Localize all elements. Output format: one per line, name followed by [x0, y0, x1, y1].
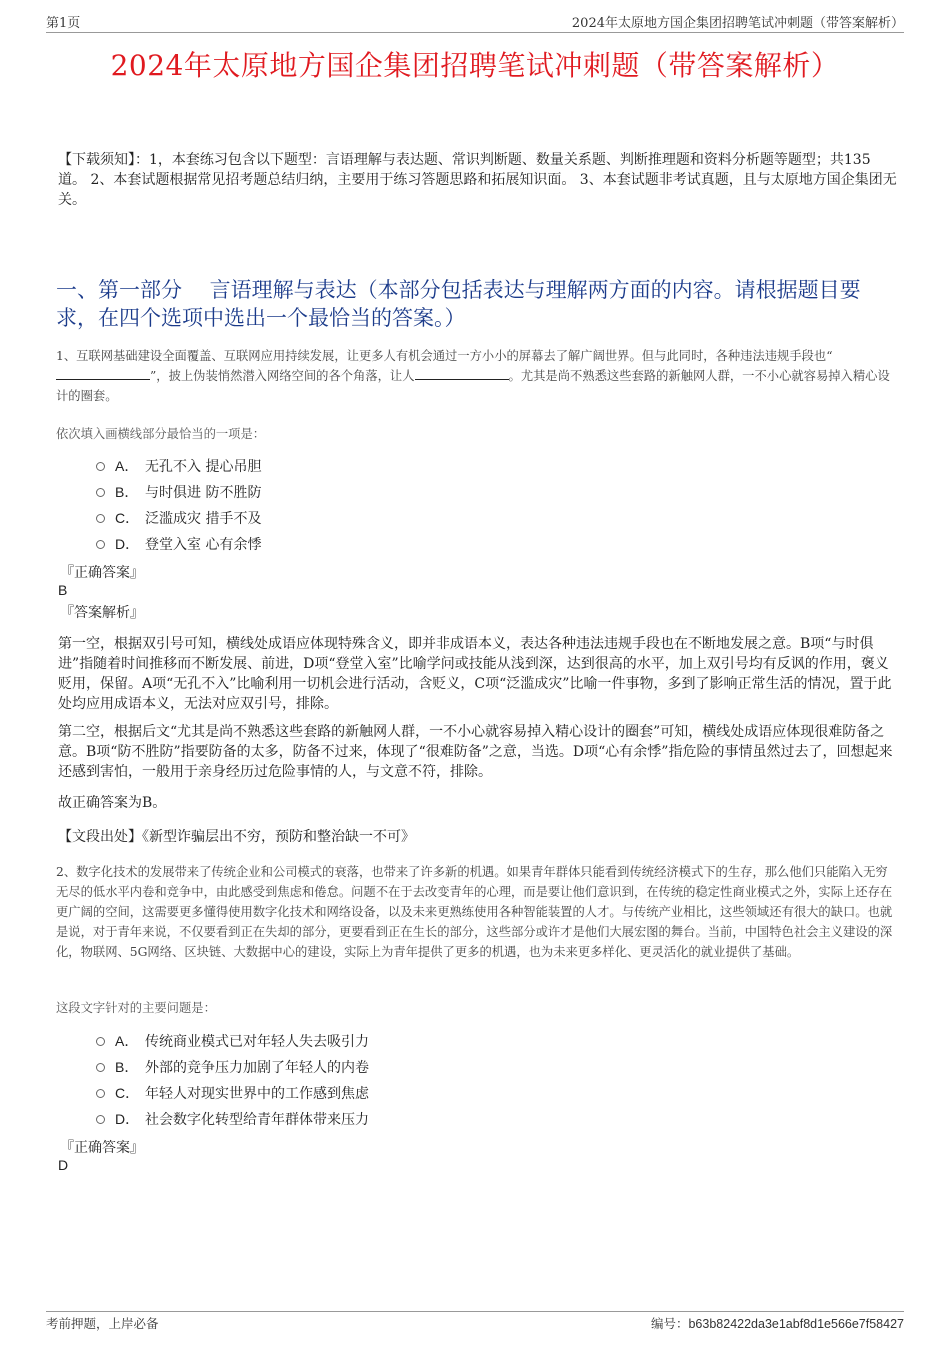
radio-icon[interactable]: [96, 488, 105, 497]
correct-answer-value: D: [58, 1157, 69, 1173]
question-2-option-a[interactable]: [96, 1030, 369, 1052]
correct-answer-label: 『正确答案』: [60, 565, 144, 581]
header-divider: [46, 32, 904, 33]
option-text: 与时俱进 防不胜防: [145, 485, 262, 501]
download-notice: 【下载须知】：1，本套练习包含以下题型：言语理解与表达题、常识判断题、数量关系题、判断推理题和资料分析题等题型；共135道。 2、本套试题根据常见招考题总结归纳，主要用于练习答题思路和拓展知识面。 3、本套试题非考试真题，且与太原地方国企集团无关。: [58, 152, 897, 208]
question-2-text: 2、数字化技术的发展带来了传统企业和公司模式的衰落，也带来了许多新的机遇。如果青年群体只能看到传统经济模式下的生存，那么他们只能陷入无穷无尽的低水平内卷和竞争中，由此感受到焦虑和倦怠。问题不在于去改变青年的心理，而是要让他们意识到，在传统的稳定性商业模式之外，实际上还存在更广阔的空间，这需要更多懂得使用数字化技术和网络设备，以及未来更熟练使用各种智能装置的人才。与传统产业相比，这些领域还有很大的缺口。也就是说，对于青年来说，不仅要看到正在失却的部分，更要看到正在生长的部分，这些部分或许才是他们大展宏图的舞台。当前，中国特色社会主义建设的深化，物联网、5G网络、区块链、大数据中心的建设，实际上为青年提供了更多的机遇，也为未来更多样化、更灵活化的就业提供了基础。: [56, 865, 893, 959]
question-2-option-d[interactable]: [96, 1108, 369, 1130]
fill-blank-1: [56, 366, 150, 380]
option-text: 泛滥成灾 措手不及: [145, 511, 262, 527]
document-code: [651, 1314, 904, 1332]
document-code-label: 编号：: [650, 1316, 689, 1331]
analysis-paragraph-2: 第二空，根据后文“尤其是尚不熟悉这些套路的新触网人群，一不小心就容易掉入精心设计的圈套”可知，横线处成语应体现很难防备之意。B项“防不胜防”指要防备的太多，防备不过来，体现了“很难防备”之意，当选。D项“心有余悸”指危险的事情虽然过去了，回想起来还感到害怕，一般用于亲身经历过危险事情的人，与文意不符，排除。: [58, 724, 893, 780]
question-2-option-b[interactable]: [96, 1056, 369, 1078]
document-code-value: b63b82422da3e1abf8d1e566e7f58427: [688, 1317, 904, 1331]
section-heading: 一、第一部分 言语理解与表达（本部分包括表达与理解两方面的内容。请根据题目要求，在四个选项中选出一个最恰当的答案。）: [56, 278, 861, 330]
footer-divider: [46, 1311, 904, 1312]
option-text: 无孔不入 提心吊胆: [145, 459, 262, 475]
radio-icon[interactable]: [96, 514, 105, 523]
option-letter: D．: [115, 1111, 140, 1127]
radio-icon[interactable]: [96, 1063, 105, 1072]
radio-icon[interactable]: [96, 1115, 105, 1124]
option-letter: C．: [115, 1085, 140, 1101]
correct-answer-value: B: [58, 582, 68, 598]
running-header-title: 2024年太原地方国企集团招聘笔试冲刺题（带答案解析）: [571, 16, 904, 31]
question-2-option-c[interactable]: [96, 1082, 369, 1104]
radio-icon[interactable]: [96, 1089, 105, 1098]
option-letter: B．: [115, 484, 139, 500]
option-text: 社会数字化转型给青年群体带来压力: [145, 1112, 369, 1128]
question-2-prompt: 这段文字针对的主要问题是：: [56, 1001, 216, 1015]
footer-slogan: 考前押题，上岸必备: [46, 1316, 159, 1331]
question-1-text-part-b: ”，披上伪装悄然潜入网络空间的各个角落，让人: [150, 369, 415, 383]
option-letter: C．: [115, 510, 140, 526]
question-1-option-c[interactable]: [96, 507, 261, 529]
question-1-option-b[interactable]: [96, 481, 261, 503]
option-text: 传统商业模式已对年轻人失去吸引力: [145, 1034, 369, 1050]
correct-answer-label: 『正确答案』: [60, 1140, 144, 1156]
document-title: 2024年太原地方国企集团招聘笔试冲刺题（带答案解析）: [110, 49, 840, 82]
option-letter: D．: [115, 536, 140, 552]
radio-icon[interactable]: [96, 1037, 105, 1046]
radio-icon[interactable]: [96, 540, 105, 549]
passage-source: 【文段出处】《新型诈骗层出不穷，预防和整治缺一不可》: [58, 829, 415, 845]
option-letter: A．: [115, 458, 139, 474]
question-1-option-d[interactable]: [96, 533, 261, 555]
analysis-paragraph-1: 第一空，根据双引号可知，横线处成语应体现特殊含义，即并非成语本义，表达各种违法违规手段也在不断地发展之意。B项“与时俱进”指随着时间推移而不断发展、前进，D项“登堂入室”比喻学问或技能从浅到深，达到很高的水平，加上双引号均有反讽的作用，褒义贬用，保留。A项“无孔不入”比喻利用一切机会进行活动，含贬义，C项“泛滥成灾”比喻一件事物，多到了影响正常生活的情况，置于此处均应用成语本义，无法对应双引号，排除。: [58, 636, 892, 712]
radio-icon[interactable]: [96, 462, 105, 471]
page-number: 第1页: [46, 16, 81, 31]
option-letter: B．: [115, 1059, 139, 1075]
option-text: 年轻人对现实世界中的工作感到焦虑: [145, 1086, 369, 1102]
question-1-option-a[interactable]: [96, 455, 261, 477]
analysis-label: 『答案解析』: [60, 605, 144, 621]
option-letter: A．: [115, 1033, 139, 1049]
question-1-text-part-a: 1、互联网基础建设全面覆盖、互联网应用持续发展，让更多人有机会通过一方小小的屏幕去了解广阔世界。但与此同时，各种违法违规手段也“: [56, 349, 833, 363]
question-1-text-part-c: 。尤其是尚不熟悉这些套路的新触网人群，一不小心就容易掉入精心设计的圈套。: [56, 369, 890, 403]
question-1-prompt: 依次填入画横线部分最恰当的一项是：: [56, 427, 266, 441]
analysis-conclusion: 故正确答案为B。: [58, 795, 167, 811]
fill-blank-2: [415, 366, 509, 380]
option-text: 登堂入室 心有余悸: [145, 537, 262, 553]
question-1-text: [56, 346, 898, 406]
option-text: 外部的竞争压力加剧了年轻人的内卷: [145, 1060, 369, 1076]
